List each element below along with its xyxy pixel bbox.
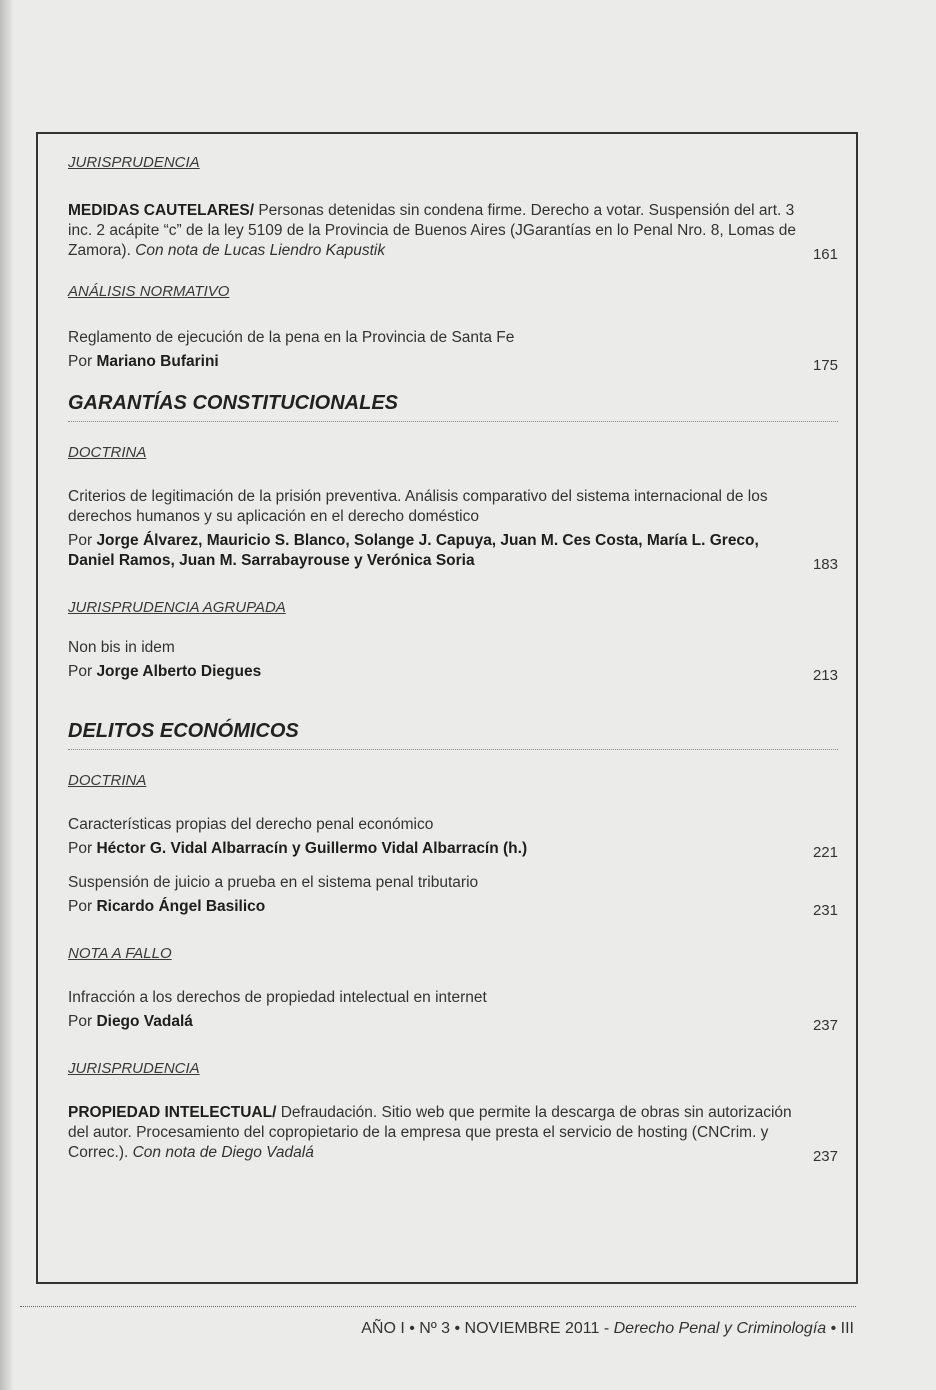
- entry-text: Personas detenidas sin condena firme. Derecho a votar. Suspensión del art. 3 inc. 2 acápite “c” de la ley 5109 de la Provincia de Buenos Aires (JGarantías en lo Penal Nro. 8, Lomas de Zamora).: [68, 202, 797, 259]
- page-number: 221: [812, 844, 838, 861]
- footer-journal-title: Derecho Penal y Criminología: [613, 1320, 827, 1337]
- section-label-jurisprudencia: JURISPRUDENCIA: [68, 1060, 200, 1077]
- footer-page-number: • III: [826, 1320, 854, 1337]
- author-prefix: Por: [68, 898, 97, 915]
- toc-entry-derecho-penal-economico[interactable]: [68, 815, 838, 859]
- page-number: 183: [812, 556, 838, 573]
- author-prefix: Por: [68, 353, 97, 370]
- entry-title: Infracción a los derechos de propiedad intelectual en internet: [68, 989, 487, 1006]
- toc-entry-propiedad-intelectual-internet[interactable]: [68, 988, 838, 1032]
- entry-author: Diego Vadalá: [96, 1013, 193, 1030]
- entry-text: Defraudación. Sitio web que permite la descarga de obras sin autorización del autor. Procesamiento del copropietario de la empresa que presta el servicio de hosting (CNCrim. y Correc.).: [68, 1104, 792, 1161]
- section-label-doctrina: DOCTRINA: [68, 444, 147, 461]
- entry-author: Mariano Bufarini: [96, 353, 219, 370]
- author-prefix: Por: [68, 1013, 97, 1030]
- section-label-jurisprudencia: JURISPRUDENCIA: [68, 154, 200, 171]
- entry-author: Jorge Alberto Diegues: [96, 663, 262, 680]
- entry-note: Con nota de Diego Vadalá: [132, 1144, 314, 1161]
- footer-issue: AÑO I • Nº 3 • NOVIEMBRE 2011 -: [361, 1320, 614, 1337]
- page-footer: [361, 1320, 854, 1338]
- section-label-doctrina: DOCTRINA: [68, 772, 147, 789]
- page-number: 161: [812, 246, 838, 263]
- toc-entry-reglamento[interactable]: [68, 328, 838, 372]
- entry-note: Con nota de Lucas Liendro Kapustik: [135, 242, 386, 259]
- page-number: 231: [812, 902, 838, 919]
- section-heading-delitos: DELITOS ECONÓMICOS: [68, 720, 838, 750]
- page-edge-shadow: [0, 0, 14, 1390]
- section-heading-garantias: GARANTÍAS CONSTITUCIONALES: [68, 392, 838, 422]
- entry-title: Suspensión de juicio a prueba en el sistema penal tributario: [68, 874, 479, 891]
- page-number: 175: [812, 357, 838, 374]
- page-number: 237: [812, 1017, 838, 1034]
- entry-lead: PROPIEDAD INTELECTUAL/: [68, 1104, 277, 1121]
- author-prefix: Por: [68, 532, 97, 549]
- page-number: 237: [812, 1148, 838, 1165]
- toc-entry-non-bis-in-idem[interactable]: [68, 638, 838, 682]
- author-prefix: Por: [68, 663, 97, 680]
- section-label-nota-a-fallo: NOTA A FALLO: [68, 945, 172, 962]
- section-label-analisis-normativo: ANÁLISIS NORMATIVO: [68, 283, 230, 300]
- footer-divider: [20, 1306, 856, 1307]
- page-number: 213: [812, 667, 838, 684]
- entry-title: Características propias del derecho penal económico: [68, 816, 434, 833]
- entry-lead: MEDIDAS CAUTELARES/: [68, 202, 255, 219]
- entry-author: Jorge Álvarez, Mauricio S. Blanco, Solange J. Capuya, Juan M. Ces Costa, María L. Greco, Daniel Ramos, Juan M. Sarrabayrouse y Verónica Soria: [68, 532, 759, 569]
- section-label-jurisprudencia-agrupada: JURISPRUDENCIA AGRUPADA: [68, 599, 286, 616]
- entry-author: Héctor G. Vidal Albarracín y Guillermo Vidal Albarracín (h.): [96, 840, 528, 857]
- entry-title: Reglamento de ejecución de la pena en la Provincia de Santa Fe: [68, 329, 515, 346]
- entry-author: Ricardo Ángel Basilico: [96, 898, 266, 915]
- toc-entry-propiedad-intelectual[interactable]: [68, 1103, 838, 1163]
- author-prefix: Por: [68, 840, 97, 857]
- toc-entry-suspension-juicio[interactable]: [68, 873, 838, 917]
- entry-title: Criterios de legitimación de la prisión preventiva. Análisis comparativo del sistema internacional de los derechos humanos y su aplicación en el derecho doméstico: [68, 488, 768, 525]
- toc-entry-prision-preventiva[interactable]: [68, 487, 838, 571]
- table-of-contents: [68, 150, 838, 1163]
- entry-title: Non bis in idem: [68, 639, 175, 656]
- toc-entry-medidas-cautelares[interactable]: [68, 201, 838, 261]
